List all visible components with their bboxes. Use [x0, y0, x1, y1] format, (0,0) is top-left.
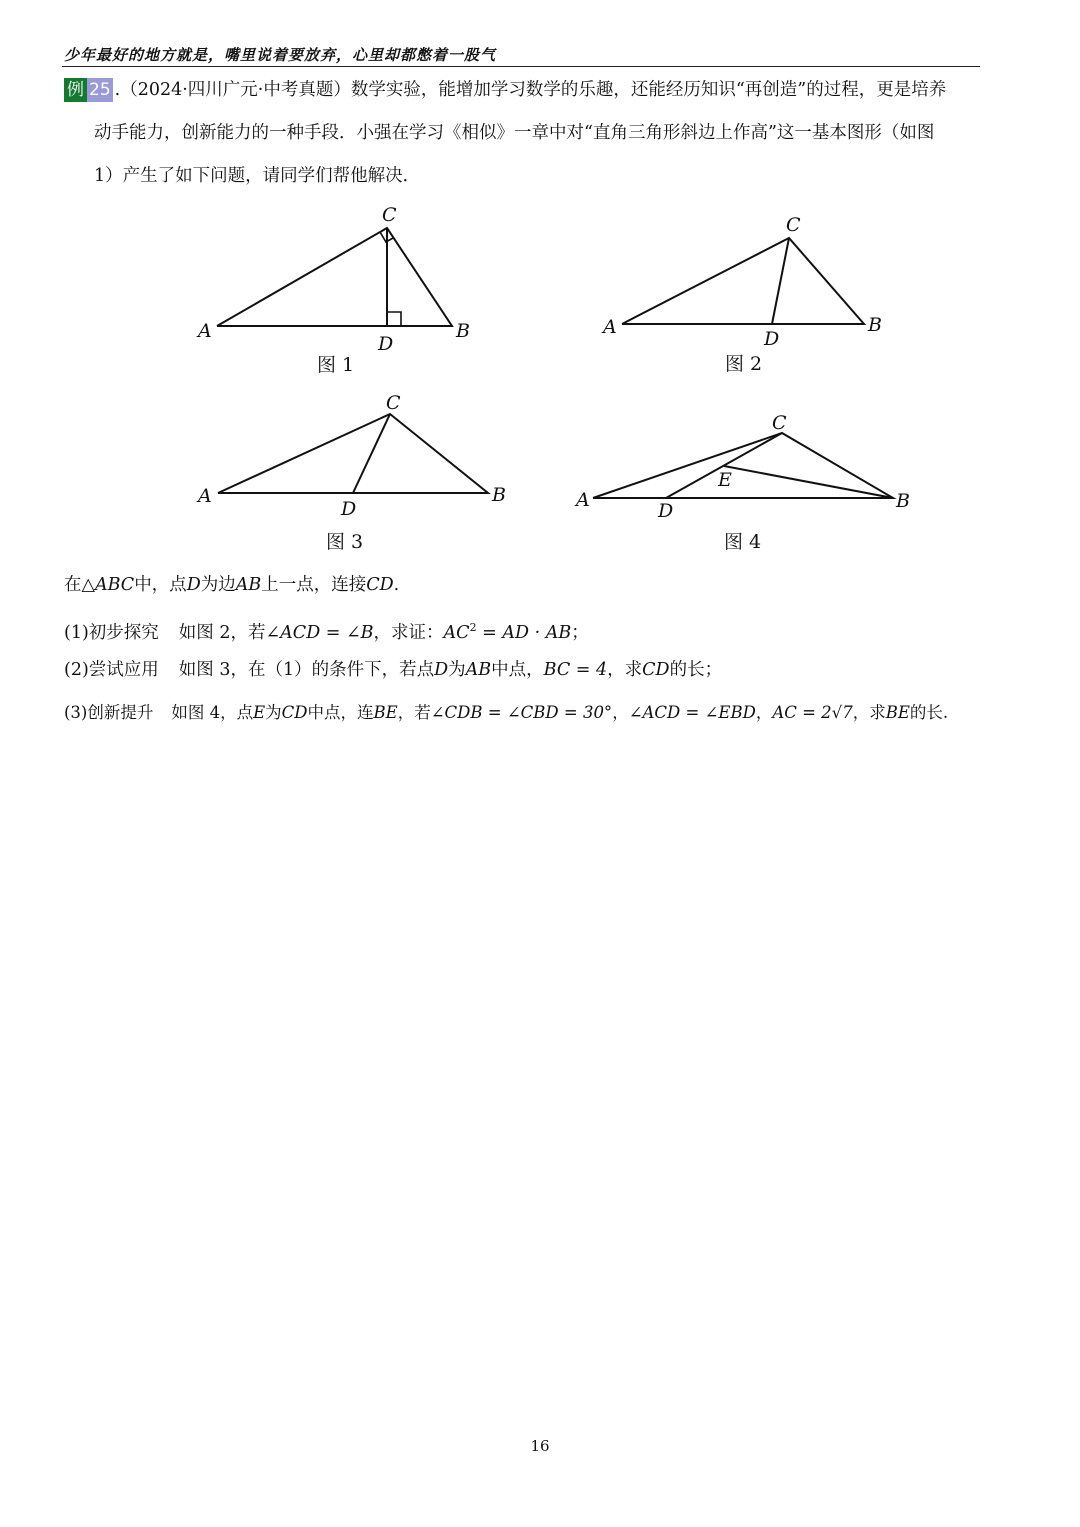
- fig3-caption: 图 3: [326, 531, 364, 553]
- intro-math-abc: ABC: [94, 575, 135, 595]
- q1-superscript: 2: [469, 621, 477, 634]
- header-rule: [62, 66, 980, 67]
- q1-text-c: ；: [571, 623, 589, 643]
- intro-text-g: 上一点，连接: [261, 575, 367, 595]
- q2-text-e: 的长；: [669, 660, 723, 680]
- q1-text-b: ，求证：: [373, 623, 444, 643]
- q2-math-a: D: [434, 660, 449, 680]
- fig4-label-E: E: [718, 469, 732, 491]
- example-badge: 例: [64, 78, 87, 102]
- q3-label: (3)创新提升: [64, 703, 154, 722]
- question-2: [64, 658, 722, 682]
- q2-math-d: CD: [642, 660, 670, 680]
- q3-text-f: ，: [755, 703, 773, 722]
- q3-text-b: 为: [265, 703, 282, 722]
- fig4-label-D: D: [658, 500, 674, 522]
- q1-label: (1)初步探究: [64, 623, 159, 643]
- question-1: [64, 616, 589, 645]
- example-line-1: [64, 78, 946, 102]
- figure-4: [570, 405, 920, 560]
- q3-text-h: 的长.: [909, 703, 949, 722]
- q3-text-c: 中点，连: [307, 703, 374, 722]
- q3-text-d: ，若: [397, 703, 431, 722]
- page-header-motto: 少年最好的地方就是，嘴里说着要放弃，心里却都憋着一股气: [64, 46, 497, 64]
- fig1-label-A: A: [198, 320, 212, 342]
- intro-text-c: 中，点: [134, 575, 187, 595]
- fig3-label-B: B: [492, 484, 506, 506]
- q3-math-a: E: [253, 703, 266, 722]
- fig1-label-D: D: [378, 333, 394, 355]
- q1-math-c: = AD · AB: [476, 623, 572, 643]
- fig1-label-B: B: [456, 320, 470, 342]
- fig1-triangle: [217, 228, 452, 326]
- fig3-triangle: [218, 414, 488, 493]
- q2-math-b: AB: [465, 660, 492, 680]
- q3-text-a: 如图 4，点: [171, 703, 254, 722]
- q1-text-a: 如图 2，若: [178, 623, 266, 643]
- q3-text-e: ，: [612, 703, 629, 722]
- q3-text-g: ，求: [852, 703, 886, 722]
- q1-math-a: ∠ACD = ∠B: [265, 623, 374, 643]
- fig2-label-C: C: [786, 214, 801, 236]
- fig2-label-B: B: [868, 314, 882, 336]
- fig3-label-C: C: [386, 392, 401, 414]
- q2-text-b: 为: [448, 660, 466, 680]
- q3-math-b: CD: [281, 703, 308, 722]
- fig3-label-D: D: [341, 498, 357, 520]
- fig2-caption: 图 2: [725, 353, 763, 375]
- question-3: [64, 701, 948, 725]
- figure-3: [190, 390, 520, 560]
- fig4-caption: 图 4: [724, 531, 762, 553]
- q3-math-g: BE: [885, 703, 910, 722]
- fig2-segment-CD: [772, 238, 789, 324]
- page-number: 16: [530, 1437, 550, 1455]
- figure-1: [190, 200, 490, 380]
- fig4-triangle: [593, 433, 893, 498]
- intro-math-ab: AB: [235, 575, 262, 595]
- example-number: 25: [89, 80, 111, 100]
- problem-intro: [64, 573, 399, 597]
- q3-math-e: ∠ACD = ∠EBD: [628, 703, 756, 722]
- fig1-label-C: C: [382, 204, 397, 226]
- q2-math-c: BC = 4: [543, 660, 608, 680]
- example-text-1: .（2024·四川广元·中考真题）数学实验，能增加学习数学的乐趣，还能经历知识“再创造”的过程，更是培养: [114, 80, 947, 100]
- example-line-3: 1）产生了如下问题，请同学们帮他解决．: [94, 166, 421, 186]
- intro-math-d: D: [186, 575, 201, 595]
- fig1-right-angle-D: [387, 312, 401, 326]
- figure-2: [590, 205, 910, 380]
- fig3-label-A: A: [198, 485, 212, 507]
- fig2-label-A: A: [603, 316, 617, 338]
- fig3-segment-CD: [353, 414, 390, 493]
- q3-math-f: AC = 2√7: [772, 703, 853, 722]
- q3-math-c: BE: [373, 703, 398, 722]
- fig4-label-A: A: [576, 489, 590, 511]
- q1-math-b: AC: [443, 623, 470, 643]
- fig4-label-B: B: [896, 490, 910, 512]
- q2-text-c: 中点，: [491, 660, 544, 680]
- fig4-label-C: C: [772, 412, 787, 434]
- fig1-caption: 图 1: [317, 354, 355, 376]
- intro-math-cd: CD: [366, 575, 394, 595]
- q2-text-a: 如图 3，在（1）的条件下，若点: [178, 660, 435, 680]
- intro-text-i: .: [393, 575, 400, 595]
- q3-math-d: ∠CDB = ∠CBD = 30°: [430, 703, 613, 722]
- intro-text-e: 为边: [200, 575, 236, 595]
- intro-text-a: 在△: [64, 575, 95, 595]
- example-line-2: 动手能力，创新能力的一种手段．小强在学习《相似》一章中对“直角三角形斜边上作高”这一基本图形（如图: [94, 123, 935, 143]
- fig2-label-D: D: [764, 328, 780, 350]
- q2-text-d: ，求: [607, 660, 643, 680]
- fig2-triangle: [622, 238, 864, 324]
- q2-label: (2)尝试应用: [64, 660, 159, 680]
